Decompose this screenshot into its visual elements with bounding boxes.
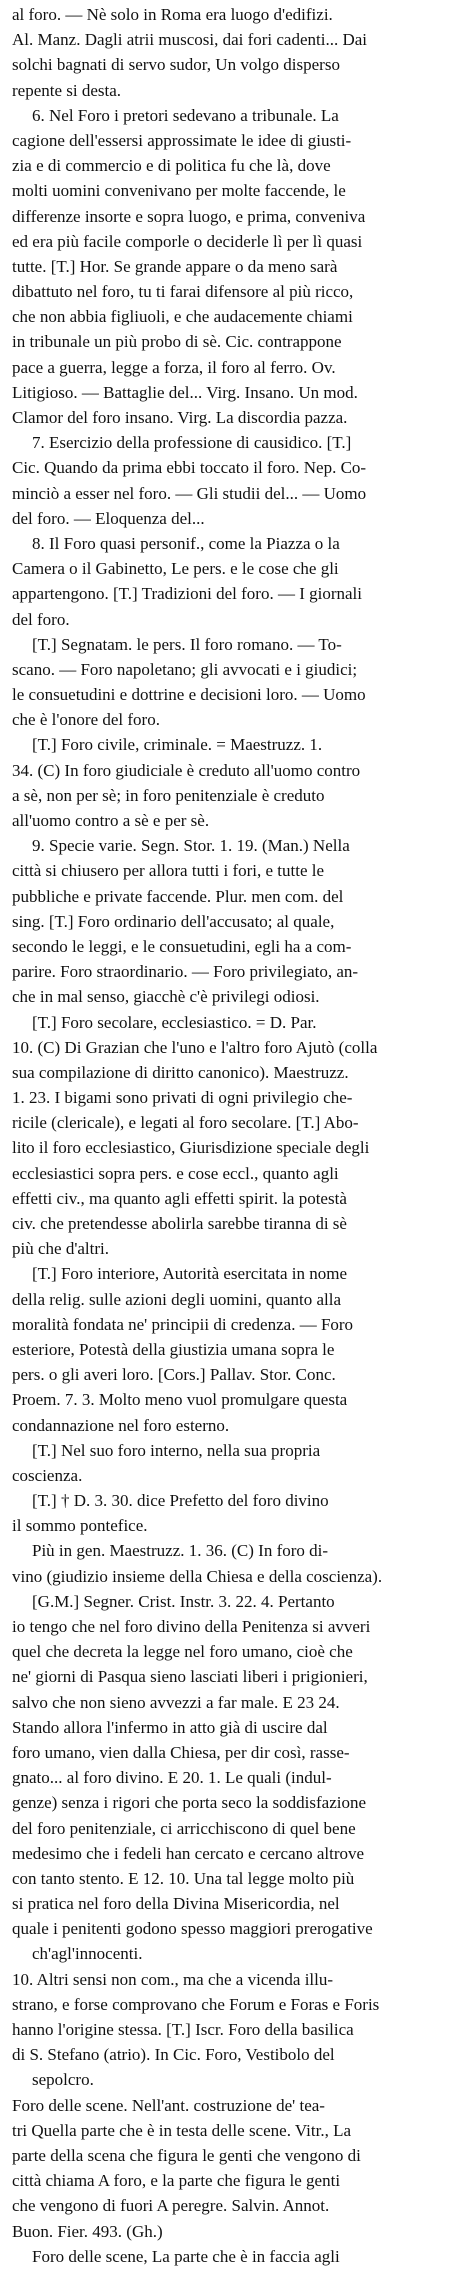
text-line: di S. Stefano (atrio). In Cic. Foro, Vestibolo del <box>12 2045 335 2065</box>
text-line: [T.] Foro interiore, Autorità esercitata in nome <box>32 1264 348 1284</box>
text-line: quel che decreta la legge nel foro umano, cioè che <box>12 1642 353 1662</box>
text-line: repente si desta. <box>12 80 122 100</box>
text-line: condannazione nel foro esterno. <box>12 1415 230 1435</box>
text-line: Stando allora l'infermo in atto già di uscire dal <box>12 1717 328 1737</box>
text-line: cagione dell'essersi approssimate le idee di giusti- <box>12 130 352 150</box>
text-line: foro umano, vien dalla Chiesa, per dir così, rasse- <box>12 1742 350 1762</box>
text-line: medesimo che i fedeli han cercato e cercano altrove <box>12 1843 365 1863</box>
text-line: vino (giudizio insieme della Chiesa e della coscienza). <box>12 1566 383 1586</box>
text-line: pace a guerra, legge a forza, il foro al ferro. Ov. <box>12 357 336 377</box>
text-line: Clamor del foro insano. Virg. La discordia pazza. <box>12 408 348 427</box>
text-line: esteriore, Potestà della giustizia umana sopra le <box>12 1339 335 1359</box>
text-line: del foro. <box>12 609 70 629</box>
text-line: con tanto stento. E 12. 10. Una tal legge molto più <box>12 1868 355 1888</box>
text-line: che in mal senso, giacchè c'è privilegi odiosi. <box>12 987 320 1007</box>
text-line: parte della scena che figura le genti che vengono di <box>12 2145 361 2165</box>
text-line: Foro delle scene, La parte che è in faccia agli <box>32 2246 340 2266</box>
text-line: salvo che non sieno avvezzi a far male. E 23 24. <box>12 1692 340 1712</box>
text-line: della relig. sulle azioni degli uomini, quanto alla <box>12 1289 342 1309</box>
text-line: si pratica nel foro della Divina Misericordia, nel <box>12 1894 340 1914</box>
text-line: Buon. Fier. 493. (Gh.) <box>12 2221 163 2241</box>
text-line: tri Quella parte che è in testa delle scene. Vitr., La <box>12 2120 351 2140</box>
text-line: all'uomo contro a sè e per sè. <box>12 811 210 830</box>
text-line: coscienza. <box>12 1465 83 1485</box>
text-line: effetti civ., ma quanto agli effetti spirit. la potestà <box>12 1188 347 1208</box>
text-line: 10. (C) Di Grazian che l'uno e l'altro foro Ajutò (colla <box>12 1037 378 1057</box>
text-line: 1. 23. I bigami sono privati di ogni privilegio che- <box>12 1088 353 1108</box>
text-line: 9. Specie varie. Segn. Stor. 1. 19. (Man.) Nella <box>32 836 350 856</box>
text-line: minciò a esser nel foro. — Gli studii del... — Uomo <box>12 483 367 503</box>
text-line: [G.M.] Segner. Crist. Instr. 3. 22. 4. Pertanto <box>32 1591 335 1611</box>
text-line: sepolcro. <box>32 2070 94 2090</box>
text-line: il sommo pontefice. <box>12 1516 148 1536</box>
text-line: secondo le leggi, e le consuetudini, egli ha a com- <box>12 936 352 956</box>
text-line: più che d'altri. <box>12 1239 110 1259</box>
text-line: Litigioso. — Battaglie del... Virg. Insano. Un mod. <box>12 382 358 402</box>
text-line: [T.] Foro civile, criminale. = Maestruzz. 1. <box>32 735 323 755</box>
text-line: a sè, non per sè; in foro penitenziale è creduto <box>12 785 325 805</box>
text-line: sua compilazione di diritto canonico). Maestruzz. <box>12 1062 349 1082</box>
text-line: Cic. Quando da prima ebbi toccato il foro. Nep. Co- <box>12 458 367 478</box>
text-line: lito il foro ecclesiastico, Giurisdizione speciale degli <box>12 1138 370 1158</box>
text-line: hanno l'origine stessa. [T.] Iscr. Foro della basilica <box>12 2020 354 2039</box>
text-line: scano. — Foro napoletano; gli avvocati e i giudici; <box>12 659 358 679</box>
text-line: civ. che pretendesse abolirla sarebbe tiranna di sè <box>12 1214 347 1233</box>
text-line: che non abbia figliuoli, e che audacemente chiami <box>12 307 353 327</box>
text-line: [T.] Foro secolare, ecclesiastico. = D. Par. <box>32 1012 317 1032</box>
text-line: del foro. — Eloquenza del... <box>12 508 205 528</box>
text-line: ch'agl'innocenti. <box>32 1944 143 1964</box>
text-line: differenze insorte e sopra luogo, e prima, conveniva <box>12 206 366 226</box>
text-line: Più in gen. Maestruzz. 1. 36. (C) In foro di- <box>32 1541 329 1561</box>
text-line: parire. Foro straordinario. — Foro privilegiato, an- <box>12 962 359 982</box>
text-line: città chiama A foro, e la parte che figura le genti <box>12 2171 341 2191</box>
text-line: 8. Il Foro quasi personif., come la Piazza o la <box>32 533 340 553</box>
text-line: ecclesiastici sopra pers. e cose eccl., quanto agli <box>12 1163 339 1183</box>
text-line: 6. Nel Foro i pretori sedevano a tribunale. La <box>32 105 339 125</box>
text-line: Foro delle scene. Nell'ant. costruzione de' tea- <box>12 2095 325 2115</box>
text-line: Al. Manz. Dagli atrii muscosi, dai fori cadenti... Dai <box>12 30 368 50</box>
text-line: molti uomini convenivano per molte faccende, le <box>12 181 346 201</box>
text-line: gnato... al foro divino. E 20. 1. Le quali (indul- <box>12 1768 332 1788</box>
text-line: pers. o gli averi loro. [Cors.] Pallav. Stor. Conc. <box>12 1365 336 1385</box>
text-line: appartengono. [T.] Tradizioni del foro. — I giornali <box>12 584 362 604</box>
text-line: strano, e forse comprovano che Forum e Foras e Foris <box>12 1994 380 2014</box>
text-line: 10. Altri sensi non com., ma che a vicenda illu- <box>12 1969 334 1989</box>
text-line: 7. Esercizio della professione di causidico. [T.] <box>32 433 352 453</box>
text-line: [T.] Nel suo foro interno, nella sua propria <box>32 1440 321 1460</box>
text-line: al foro. — Nè solo in Roma era luogo d'edifizi. <box>12 5 333 24</box>
text-line: Proem. 7. 3. Molto meno vuol promulgare questa <box>12 1390 348 1410</box>
text-line: del foro penitenziale, ci arricchiscono di quel bene <box>12 1818 356 1838</box>
text-line: quale i penitenti godono spesso maggiori prerogative <box>12 1919 373 1939</box>
text-line: tutte. [T.] Hor. Se grande appare o da meno sarà <box>12 256 338 276</box>
text-line: in tribunale un più probo di sè. Cic. contrappone <box>12 332 342 352</box>
text-line: solchi bagnati di servo sudor, Un volgo disperso <box>12 55 340 75</box>
text-line: città si chiusero per allora tutti i fori, e tutte le <box>12 861 325 881</box>
text-line: Camera o il Gabinetto, Le pers. e le cose che gli <box>12 559 339 579</box>
text-line: moralità fondata ne' principii di credenza. — Foro <box>12 1314 354 1334</box>
text-line: sing. [T.] Foro ordinario dell'accusato; al quale, <box>12 911 335 931</box>
text-line: [T.] † D. 3. 30. dice Prefetto del foro divino <box>32 1491 329 1511</box>
text-line: ricile (clericale), e legati al foro secolare. [T.] Abo- <box>12 1113 359 1133</box>
text-line: 34. (C) In foro giudiciale è creduto all'uomo contro <box>12 760 361 780</box>
text-line: zia e di commercio e di politica fu che là, dove <box>12 156 331 176</box>
text-line: che vengono di fuori A peregre. Salvin. Annot. <box>12 2196 330 2216</box>
text-line: [T.] Segnatam. le pers. Il foro romano. — To- <box>32 634 342 654</box>
text-line: le consuetudini e dottrine e decisioni loro. — Uomo <box>12 685 366 705</box>
text-line: dibattuto nel foro, tu ti farai difensore al più ricco, <box>12 282 354 302</box>
text-line: ed era più facile comporle o deciderle lì per lì quasi <box>12 231 363 251</box>
text-line: genze) senza i rigori che porta seco la soddisfazione <box>12 1793 367 1813</box>
text-line: ne' giorni di Pasqua sieno lasciati liberi i prigionieri, <box>12 1667 368 1687</box>
text-line: che è l'onore del foro. <box>12 710 160 730</box>
text-line: io tengo che nel foro divino della Penitenza si avveri <box>12 1617 371 1636</box>
text-line: pubbliche e private faccende. Plur. men com. del <box>12 886 344 906</box>
